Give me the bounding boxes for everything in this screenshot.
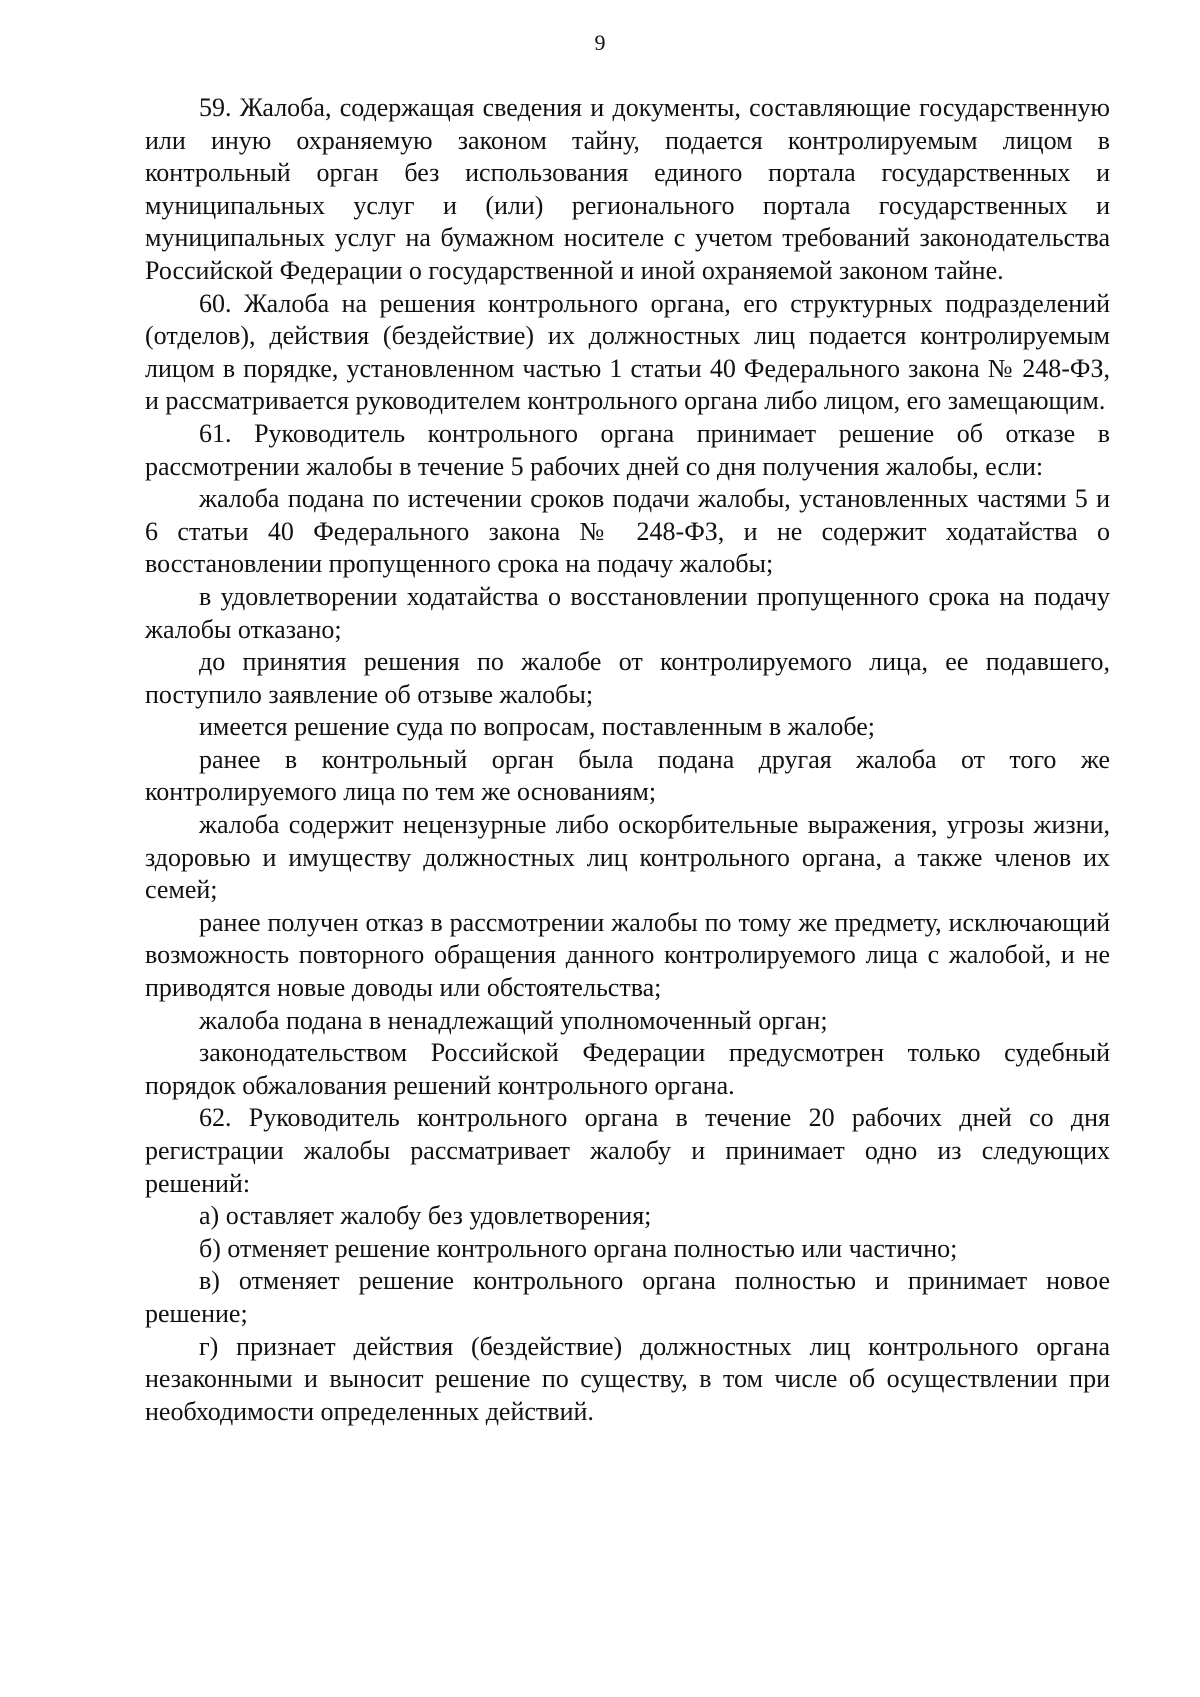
- list-item-refusal-withdrawn: до принятия решения по жалобе от контролируемого лица, ее подавшего, поступило заявление об отзыве жалобы;: [145, 647, 1110, 709]
- list-item-decision-b: б) отменяет решение контрольного органа полностью или частично;: [199, 1233, 958, 1263]
- list-item-refusal-court-decision: имеется решение суда по вопросам, поставленным в жалобе;: [199, 712, 875, 742]
- paragraph-62: 62. Руководитель контрольного органа в течение 20 рабочих дней со дня регистрации жалобы рассматривает жалобу и принимает одно из следующих решений:: [145, 1103, 1110, 1198]
- list-item-refusal-duplicate: ранее в контрольный орган была подана другая жалоба от того же контролируемого лица по тем же основаниям;: [145, 744, 1110, 807]
- document-body: [145, 92, 1110, 1428]
- list-item-refusal-offensive: жалоба содержит нецензурные либо оскорбительные выражения, угрозы жизни, здоровью и имуществу должностных лиц контрольного органа, а также членов их семей;: [145, 810, 1110, 905]
- paragraph-60: 60. Жалоба на решения контрольного органа, его структурных подразделений (отделов), действия (бездействие) их должностных лиц подается контролируемым лицом в порядке, установленном частью 1 статьи 40 Федерального закона № 248-ФЗ, и рассматривается руководителем контрольного органа либо лицом, его замещающим.: [145, 288, 1110, 416]
- list-item-refusal-deadline: жалоба подана по истечении сроков подачи жалобы, установленных частями 5 и 6 статьи 40 Федерального закона № 248-ФЗ, и не содержит ходатайства о восстановлении пропущенного срока на подачу жалобы;: [145, 484, 1110, 579]
- list-item-decision-d: г) признает действия (бездействие) должностных лиц контрольного органа незаконными и выносит решение по существу, в том числе об осуществлении при необходимости определенных действий.: [145, 1331, 1110, 1426]
- list-item-decision-a: а) оставляет жалобу без удовлетворения;: [199, 1201, 652, 1231]
- list-item-refusal-prior-refusal: ранее получен отказ в рассмотрении жалобы по тому же предмету, исключающий возможность повторного обращения данного контролируемого лица с жалобой, и не приводятся новые доводы или обстоятельства;: [145, 907, 1110, 1003]
- list-item-refusal-petition-denied: в удовлетворении ходатайства о восстановлении пропущенного срока на подачу жалобы отказано;: [145, 581, 1110, 644]
- list-item-refusal-wrong-body: жалоба подана в ненадлежащий уполномоченный орган;: [199, 1005, 828, 1035]
- paragraph-59: 59. Жалоба, содержащая сведения и документы, составляющие государственную или иную охраняемую законом тайну, подается контролируемым лицом в контрольный орган без использования единого портала государственных и муниципальных услуг и (или) регионального портала государственных и муниципальных услуг на бумажном носителе с учетом требований законодательства Российской Федерации о государственной и иной охраняемой законом тайне.: [145, 93, 1110, 285]
- list-item-refusal-court-only: законодательством Российской Федерации предусмотрен только судебный порядок обжалования решений контрольного органа.: [145, 1038, 1110, 1100]
- list-item-decision-c: в) отменяет решение контрольного органа полностью и принимает новое решение;: [145, 1266, 1110, 1328]
- page-number: 9: [594, 30, 606, 55]
- paragraph-61: 61. Руководитель контрольного органа принимает решение об отказе в рассмотрении жалобы в течение 5 рабочих дней со дня получения жалобы, если:: [145, 418, 1110, 481]
